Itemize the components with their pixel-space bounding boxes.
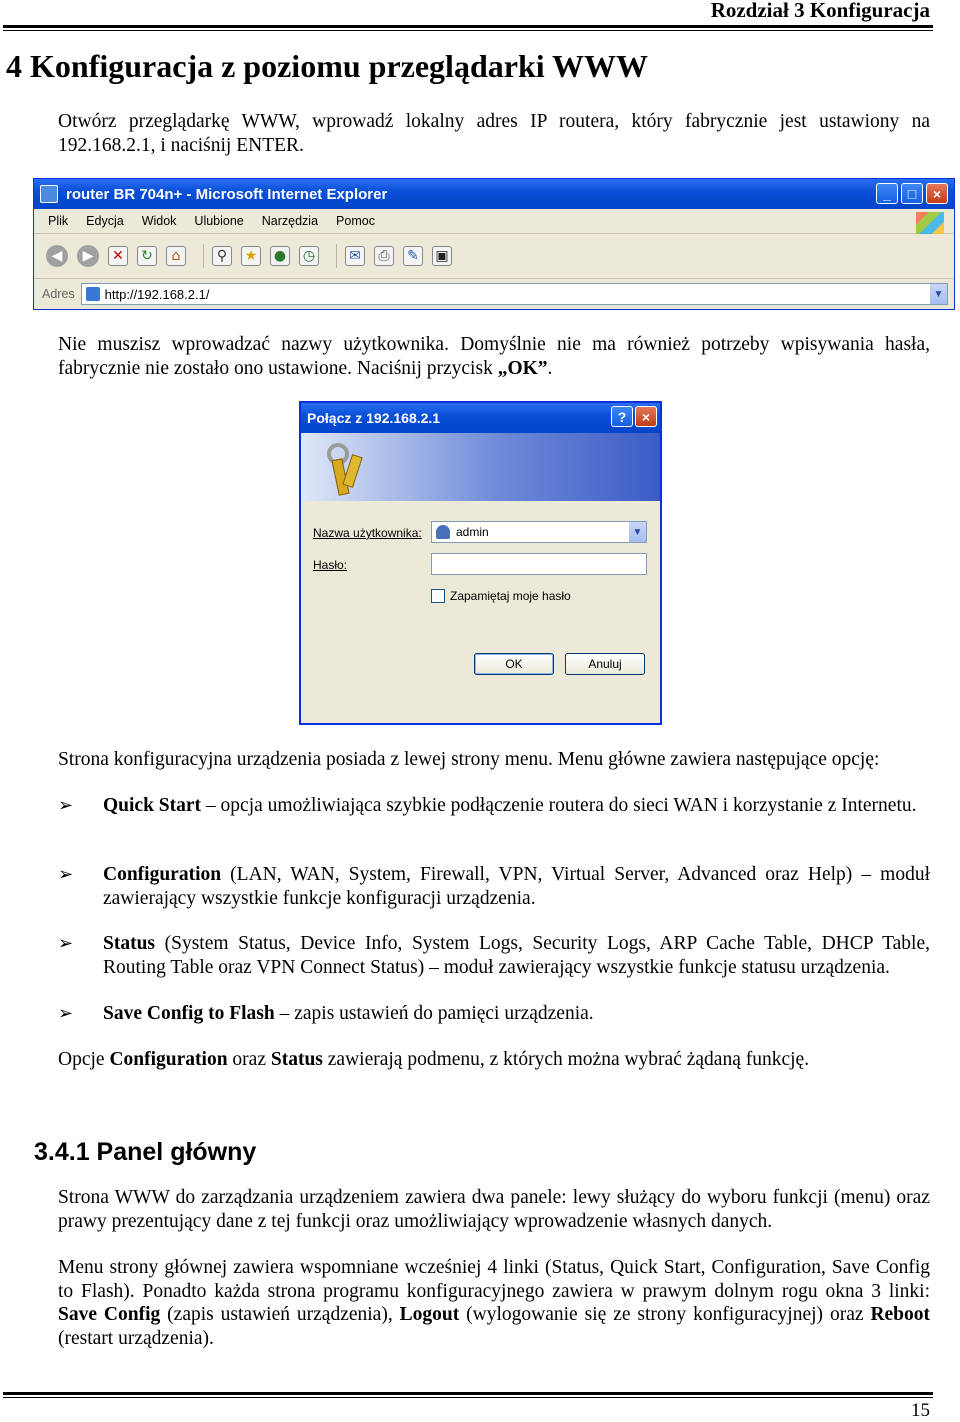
chevron-down-icon[interactable]: ▼ [629, 522, 646, 542]
stop-icon[interactable]: ✕ [108, 246, 128, 266]
menu-item-edycja[interactable]: Edycja [86, 214, 124, 228]
forward-icon[interactable]: ▶ [77, 245, 99, 267]
bullet-title: Configuration [103, 864, 222, 885]
bullet-text: – opcja umożliwiająca szybkie podłączenie routera do sieci WAN i korzystanie z Internetu. [201, 795, 917, 816]
home-icon[interactable]: ⌂ [166, 246, 186, 266]
refresh-icon[interactable]: ↻ [137, 246, 157, 266]
dialog-controls [611, 406, 657, 427]
keys-icon [321, 439, 361, 495]
username-label: Nazwa użytkownika: [313, 526, 422, 540]
dialog-title: Połącz z 192.168.2.1 [307, 410, 441, 426]
menu-intro: Strona konfiguracyjna urządzenia posiada z lewej strony menu. Menu główne zawiera następujące opcję: [58, 749, 880, 770]
browser-menubar [34, 209, 954, 234]
close-icon[interactable]: × [635, 406, 657, 427]
history-icon[interactable]: ◷ [299, 246, 319, 266]
media-icon[interactable]: ● [270, 246, 290, 266]
arrow-bullet-icon: ➢ [58, 795, 74, 816]
browser-window [33, 178, 955, 310]
footer-rule [3, 1392, 933, 1395]
checkbox-box[interactable] [431, 589, 445, 603]
bullet-title: Quick Start [103, 795, 202, 816]
page-title: 4 Konfiguracja z poziomu przeglądarki WWW [6, 48, 649, 84]
page-number: 15 [911, 1400, 930, 1421]
cancel-button[interactable]: Anuluj [565, 653, 645, 675]
panel-paragraph: Strona WWW do zarządzania urządzeniem zawiera dwa panele: lewy służący do wyboru funkcji (menu) oraz prawy prezentujący dane z tej funkcji oraz umożliwiający wprowadzenie własnych danych. [58, 1187, 930, 1232]
address-value: http://192.168.2.1/ [104, 286, 210, 302]
browser-titlebar [34, 179, 954, 209]
dialog-titlebar [301, 403, 660, 433]
print-icon[interactable]: ⎙ [374, 246, 394, 266]
minimize-icon[interactable]: _ [876, 183, 898, 204]
bullet-item [58, 794, 930, 818]
page-icon [86, 287, 100, 301]
arrow-bullet-icon: ➢ [58, 1003, 74, 1024]
mail-icon[interactable]: ✉ [345, 246, 365, 266]
bullet-text: (LAN, WAN, System, Firewall, VPN, Virtual Server, Advanced oraz Help) – moduł zawierający wszystkie funkcje konfiguracji urządzenia. [103, 864, 930, 909]
search-icon[interactable]: ⚲ [212, 246, 232, 266]
password-field[interactable] [431, 553, 647, 575]
browser-toolbar [34, 234, 954, 279]
remember-password-checkbox[interactable] [431, 589, 571, 603]
close-icon[interactable]: × [926, 183, 948, 204]
dialog-body [301, 501, 660, 723]
remember-password-label: Zapamiętaj moje hasło [450, 589, 571, 603]
address-bar [34, 279, 954, 309]
bullet-text: – zapis ustawień do pamięci urządzenia. [274, 1003, 594, 1024]
password-label: Hasło: [313, 558, 348, 572]
arrow-bullet-icon: ➢ [58, 864, 74, 885]
username-field[interactable] [431, 521, 647, 543]
ie-icon [40, 185, 58, 203]
address-input[interactable] [81, 283, 948, 305]
bullet-item [58, 863, 930, 910]
windows-logo-icon [916, 212, 944, 234]
menu-item-narzedzia[interactable]: Narzędzia [261, 214, 319, 228]
username-row [313, 526, 431, 540]
back-icon[interactable]: ◀ [46, 245, 68, 267]
arrow-bullet-icon: ➢ [58, 933, 74, 954]
chapter-header: Rozdział 3 Konfiguracja [710, 0, 930, 22]
favorites-icon[interactable]: ★ [241, 246, 261, 266]
help-icon[interactable]: ? [611, 406, 633, 427]
browser-title: router BR 704n+ - Microsoft Internet Explorer [66, 185, 388, 203]
login-dialog [299, 401, 662, 725]
bullet-title: Save Config to Flash [103, 1003, 275, 1024]
menu-item-pomoc[interactable]: Pomoc [336, 214, 375, 228]
toolbar-separator [203, 244, 204, 268]
bullet-item [58, 1002, 930, 1026]
user-icon [436, 525, 450, 539]
login-paragraph: Nie muszisz wprowadzać nazwy użytkownika. Domyślnie nie ma również potrzeby wpisywania hasła, fabrycznie nie zostało ono ustawione. Naciśnij przycisk „OK”. [58, 334, 930, 379]
menu-item-widok[interactable]: Widok [141, 214, 177, 228]
links-paragraph: Menu strony głównej zawiera wspomniane wcześniej 4 linki (Status, Quick Start, Configuration, Save Config to Flash). Ponadto każda strona programu konfiguracyjnego zawiera w prawym dolnym rogu okna 3 linki: Save Config (zapis ustawień urządzenia), Logout (wylogowanie się ze strony konfiguracyjnej) oraz Reboot (restart urządzenia). [58, 1257, 931, 1349]
section-heading: 3.4.1 Panel główny [34, 1138, 257, 1166]
header-rule [3, 25, 933, 28]
window-controls [876, 183, 948, 204]
footer-rule-thin [3, 1397, 933, 1398]
ok-button[interactable]: OK [474, 653, 554, 675]
submenu-paragraph: Opcje Configuration oraz Status zawierają podmenu, z których można wybrać żądaną funkcję. [58, 1049, 810, 1070]
username-value: admin [456, 525, 489, 539]
edit-icon[interactable]: ✎ [403, 246, 423, 266]
messenger-icon[interactable]: ▣ [432, 246, 452, 266]
maximize-icon[interactable]: □ [901, 183, 923, 204]
menu-item-plik[interactable]: Plik [48, 214, 69, 228]
menu-item-ulubione[interactable]: Ulubione [194, 214, 244, 228]
bullet-title: Status [103, 933, 156, 954]
login-text: Nie muszisz wprowadzać nazwy użytkownika. Domyślnie nie ma również potrzeby wpisywania hasła, fabrycznie nie zostało ono ustawione. Naciśnij przycisk [58, 334, 930, 379]
chevron-down-icon[interactable]: ▼ [930, 284, 947, 304]
dialog-banner [301, 433, 660, 501]
ok-emphasis: „OK” [497, 357, 548, 379]
intro-paragraph: Otwórz przeglądarkę WWW, wprowadź lokalny adres IP routera, który fabrycznie jest ustawiony na 192.168.2.1, i naciśnij ENTER. [58, 111, 930, 156]
bullet-item [58, 932, 930, 979]
header-rule-thin [3, 30, 933, 31]
toolbar-separator [336, 244, 337, 268]
bullet-text: (System Status, Device Info, System Logs, Security Logs, ARP Cache Table, DHCP Table, Routing Table oraz VPN Connect Status) – moduł zawierający wszystkie funkcje statusu urządzenia. [103, 933, 930, 978]
password-row [313, 558, 431, 572]
address-label: Adres [42, 287, 75, 301]
